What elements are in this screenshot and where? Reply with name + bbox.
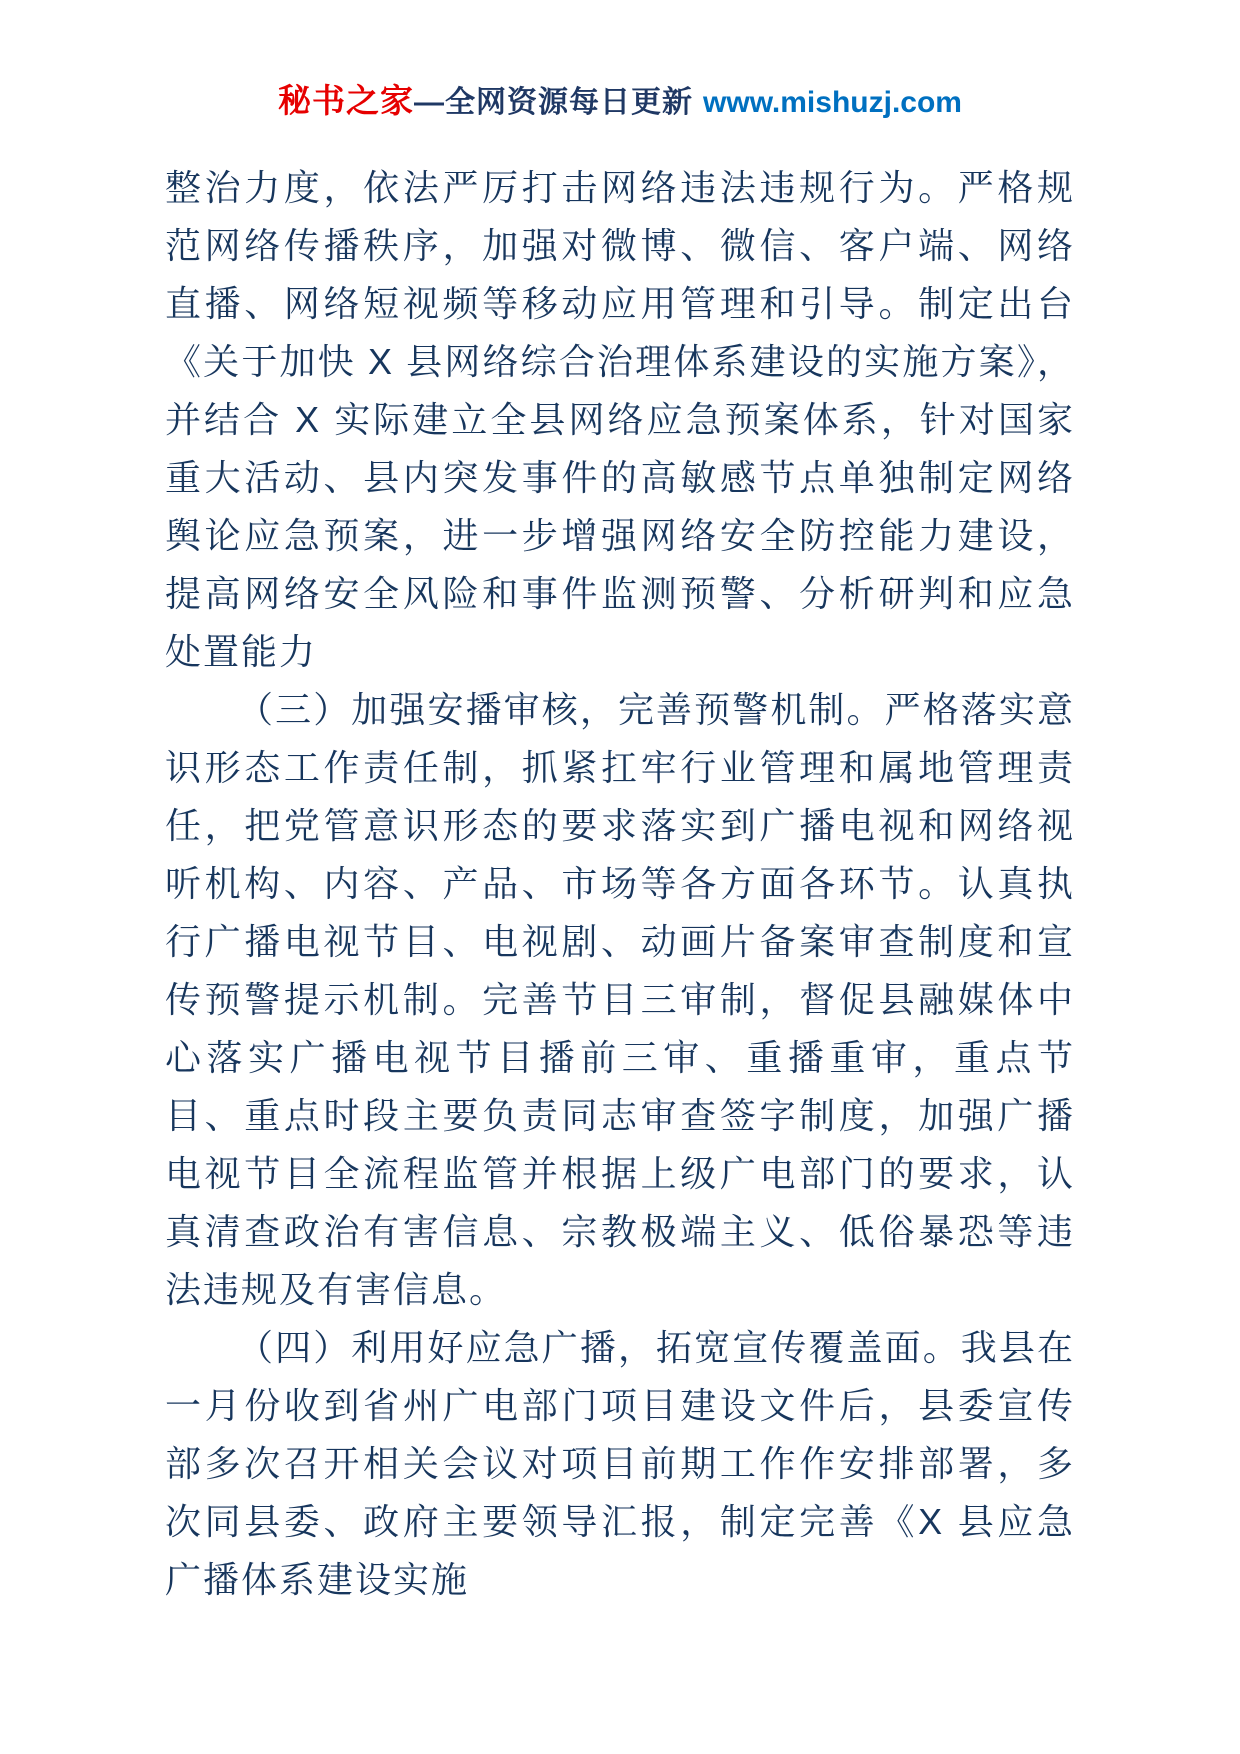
document-body (165, 159, 1075, 1609)
paragraph-section-4: （四）利用好应急广播，拓宽宣传覆盖面。我县在一月份收到省州广电部门项目建设文件后，县委宣传部多次召开相关会议对项目前期工作作安排部署，多次同县委、政府主要领导汇报，制定完善《X 县应急广播体系建设实施 (165, 1327, 1075, 1600)
site-header (165, 78, 1075, 131)
site-url-link[interactable]: www.mishuzj.com (703, 86, 962, 119)
paragraph-section-3: （三）加强安播审核，完善预警机制。严格落实意识形态工作责任制，抓紧扛牢行业管理和属地管理责任，把党管意识形态的要求落实到广播电视和网络视听机构、内容、产品、市场等各方面各环节。认真执行广播电视节目、电视剧、动画片备案审查制度和宣传预警提示机制。完善节目三审制，督促县融媒体中心落实广播电视节目播前三审、重播重审，重点节目、重点时段主要负责同志审查签字制度，加强广播电视节目全流程监管并根据上级广电部门的要求，认真清查政治有害信息、宗教极端主义、低俗暴恐等违法违规及有害信息。 (165, 689, 1075, 1310)
paragraph-continuation: 整治力度，依法严厉打击网络违法违规行为。严格规范网络传播秩序，加强对微博、微信、客户端、网络直播、网络短视频等移动应用管理和引导。制定出台《关于加快 X 县网络综合治理体系建设的实施方案》，并结合 X 实际建立全县网络应急预案体系，针对国家重大活动、县内突发事件的高敏感节点单独制定网络舆论应急预案，进一步增强网络安全防控能力建设，提高网络安全风险和事件监测预警、分析研判和应急处置能力 (165, 167, 1075, 672)
site-tagline: —全网资源每日更新 (414, 86, 694, 119)
site-brand: 秘书之家 (278, 82, 415, 119)
